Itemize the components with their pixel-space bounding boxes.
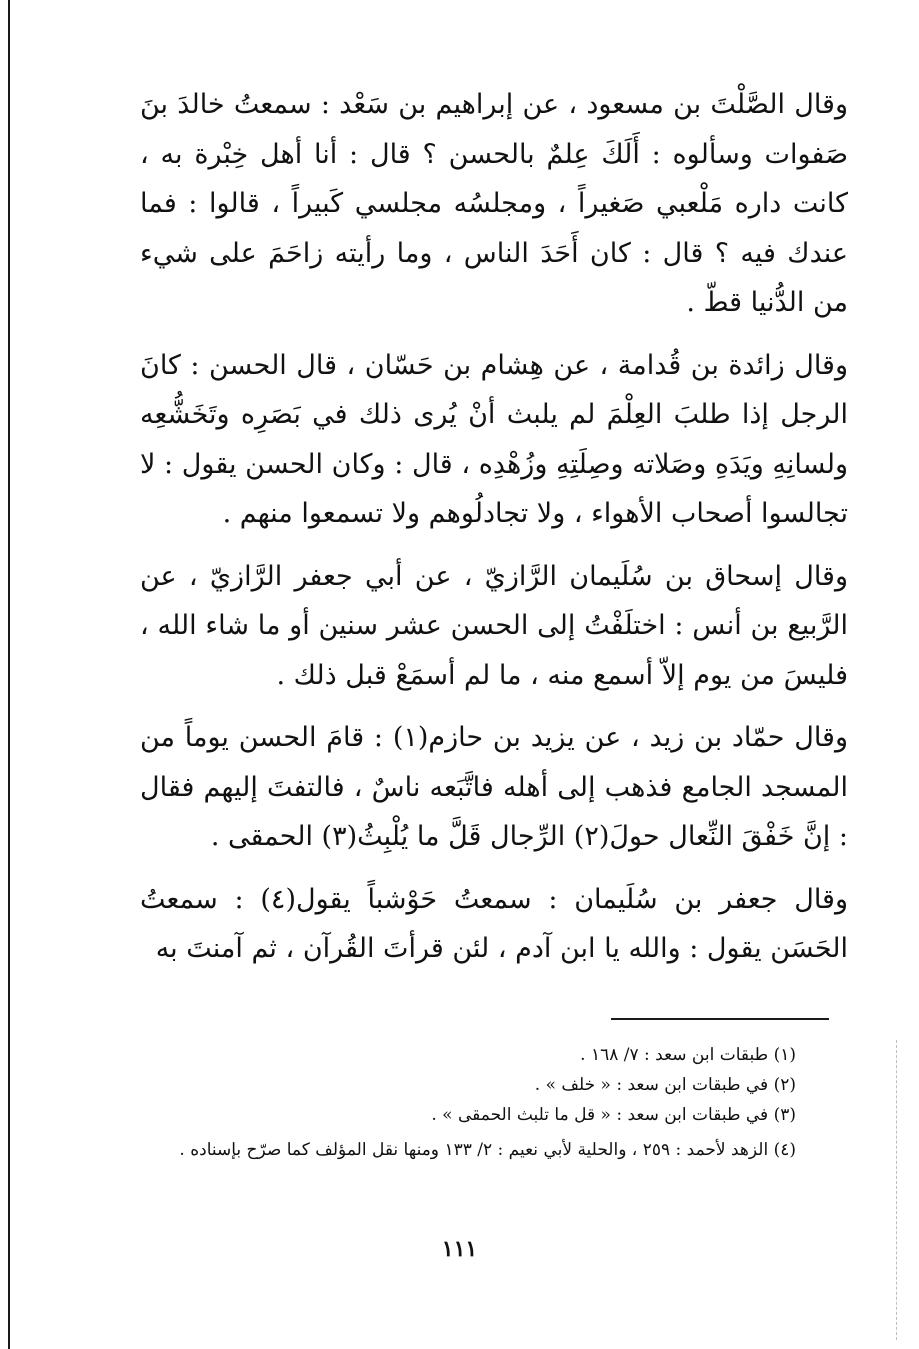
paragraph-2: وقال زائدة بن قُدامة ، عن هِشام بن حَسّان ، قال الحسن : كانَ الرجل إذا طلبَ العِلْمَ لم يلبث أنْ يُرى ذلك في بَصَرِه وتَخَشُّعِه ولسانِهِ ويَدَهِ وصَلاته وصِلَتِهِ وزُهْدِه ، قال : وكان الحسن يقول : لا تجالسوا أصحاب الأهواء ، ولا تجادلُوهم ولا تسمعوا منهم . — [140, 349, 848, 529]
paragraph-3: وقال إسحاق بن سُلَيمان الرَّازيّ ، عن أبي جعفر الرَّازيّ ، عن الرَّبيع بن أنس : اختلَفْتُ إلى الحسن عشر سنين أو ما شاء الله ، فليسَ من يوم إلاّ أسمع منه ، ما لم أسمَعْ قبل ذلك . — [140, 560, 848, 691]
page-number: ١١١ — [441, 1236, 478, 1262]
footnote-1: (١) طبقات ابن سعد : ٧/ ١٦٨ . — [580, 1045, 796, 1065]
paragraph-5: وقال جعفر بن سُلَيمان : سمعتُ حَوْشباً يقول(٤) : سمعتُ الحَسَن يقول : والله يا ابن آدم ، لئن قرأتَ القُرآن ، ثم آمنتَ به — [140, 883, 848, 964]
footnote-divider — [611, 1018, 829, 1020]
page-body — [140, 80, 848, 987]
paragraph-4: وقال حمّاد بن زيد ، عن يزيد بن حازم(١) : قامَ الحسن يوماً من المسجد الجامع فذهب إلى أهله فاتَّبَعه ناسٌ ، فالتفتَ إليهم فقال : إنَّ خَفْقَ النِّعال حولَ(٢) الرِّجال قَلَّ ما يُلْبِثُ(٣) الحمقى . — [140, 722, 849, 852]
footnote-3: (٣) في طبقات ابن سعد : « قل ما تلبث الحمقى » . — [431, 1105, 796, 1125]
paragraph-1: وقال الصَّلْتَ بن مسعود ، عن إبراهيم بن سَعْد : سمعتُ خالدَ بنَ صَفوات وسألوه : أَلَكَ عِلمٌ بالحسن ؟ قال : أنا أهل خِبْرة به ، كانت داره مَلْعبي صَغيراً ، ومجلسُه مجلسي كَبيراً ، قالوا : فما عندك فيه ؟ قال : كان أَحَدَ الناس ، وما رأيته زاحَمَ على شيء من الدُّنيا قطّ . — [140, 89, 848, 318]
footnote-2: (٢) في طبقات ابن سعد : « خلف » . — [534, 1075, 796, 1095]
scan-edge-right — [895, 1040, 897, 1340]
scan-edge-left — [8, 0, 10, 1349]
footnote-4: (٤) الزهد لأحمد : ٢٥٩ ، والحلية لأبي نعيم : ٢/ ١٣٣ ومنها نقل المؤلف كما صرّح بإسناده . — [179, 1140, 796, 1160]
footnotes — [140, 1040, 846, 1170]
